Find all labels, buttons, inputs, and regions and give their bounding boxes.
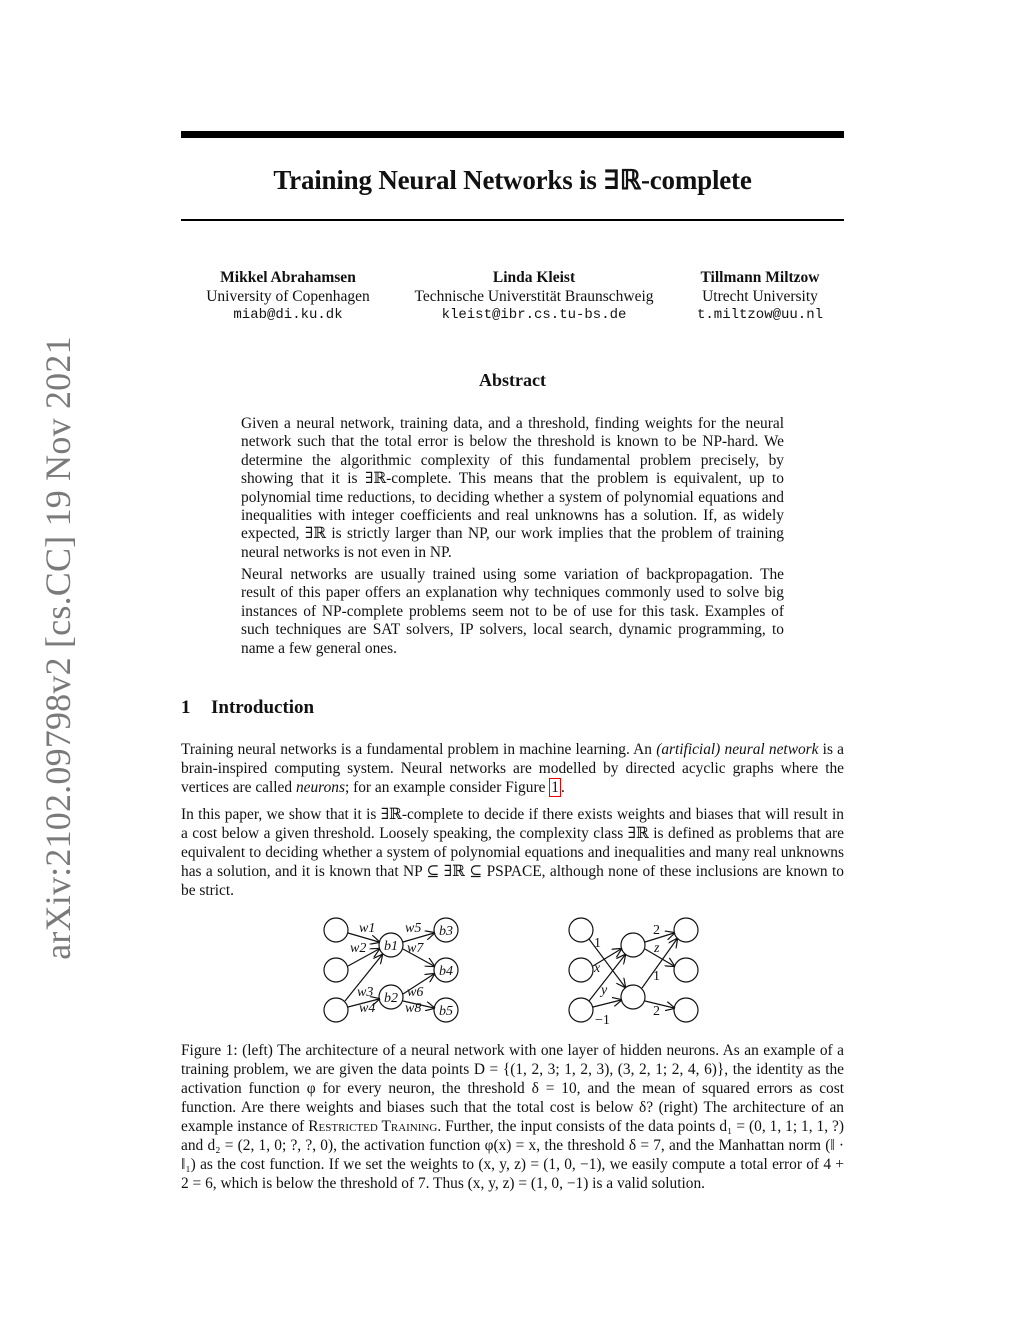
author-email[interactable]: miab@di.ku.dk xyxy=(233,307,343,323)
author-block xyxy=(686,268,834,325)
author-affiliation: University of Copenhagen xyxy=(206,288,370,305)
weight-label: w4 xyxy=(359,1001,376,1016)
text-run: . xyxy=(560,779,565,796)
weight-label: 2 xyxy=(653,1004,660,1019)
weight-label: −1 xyxy=(595,1013,610,1028)
input-neuron xyxy=(569,998,593,1022)
title-bottom-rule xyxy=(181,219,844,221)
emphasis: neurons xyxy=(295,779,345,796)
author-block xyxy=(196,268,380,325)
author-email[interactable]: t.miltzow@uu.nl xyxy=(696,307,824,323)
weight-label: w3 xyxy=(357,985,374,1000)
output-neuron xyxy=(674,918,698,942)
emphasis: (artificial) neural network xyxy=(656,741,819,758)
text-run: Training neural networks is a fundamental problem in machine learning. An xyxy=(181,741,657,758)
input-neuron xyxy=(569,958,593,982)
author-affiliation: Utrecht University xyxy=(702,288,818,305)
arxiv-side-label: arXiv:2102.09798v2 [cs.CC] 19 Nov 2021 xyxy=(38,336,78,960)
text-run: is a brain-inspired computing system. Neural networks are modelled by directed acyclic graphs where the vertices are called xyxy=(181,741,844,796)
weight-label: w7 xyxy=(407,941,424,956)
bias-label: b1 xyxy=(384,939,398,954)
figure-caption xyxy=(181,1041,844,1193)
text-run: . Further, the input consists of the data points d₁ = (0, 1, 1; 1, 1, ?) and d₂ = (2, 1, 0; ?, ?, 0), the activation function φ(x) = x, the threshold δ = 7, and the Manhattan norm (‖ · ‖₁) as the cost function. If we set the weights to (x, y, z) = (1, 0, −1), we easily compute a total error of 4 + 2 = 6, which is below the threshold of 7. Thus (x, y, z) = (1, 0, −1) is a valid solution. xyxy=(181,1118,845,1192)
abstract-paragraph: Given a neural network, training data, and a threshold, finding weights for the neural network such that the total error is below the threshold is known to be NP-hard. We determine the algorithmic complexity of this fundamental problem precisely, by showing that it is ∃ℝ-complete. This means that the problem is equivalent, up to polynomial time reductions, to deciding whether a system of polynomial equations and inequalities with integer coefficients and real unknowns has a solution. If, as widely expected, ∃ℝ is strictly larger than NP, our work implies that the problem of training neural networks is not even in NP. xyxy=(241,415,784,561)
intro-paragraph: In this paper, we show that it is ∃ℝ-complete to decide if there exists weights and biases that will result in a cost below a given threshold. Loosely speaking, the complexity class ∃ℝ is defined as problems that are equivalent to deciding whether a system of polynomial equations and inequalities and many real unknowns has a solution, and it is known that NP ⊆ ∃ℝ ⊆ PSPACE, although none of these inclusions are known to be strict. xyxy=(181,806,844,899)
input-neuron xyxy=(324,918,348,942)
figure-reference-link[interactable]: 1 xyxy=(551,779,559,796)
input-neuron xyxy=(569,918,593,942)
section-number: 1 xyxy=(181,697,191,718)
intro-paragraph xyxy=(181,740,844,797)
input-neuron xyxy=(324,998,348,1022)
weight-label: w6 xyxy=(407,985,424,1000)
weight-label: w5 xyxy=(405,921,422,936)
output-neuron xyxy=(674,958,698,982)
abstract-heading: Abstract xyxy=(479,370,546,390)
bias-label: b5 xyxy=(439,1004,453,1019)
hidden-neuron xyxy=(621,933,645,957)
bias-label: b4 xyxy=(439,964,453,979)
section-heading xyxy=(181,697,314,719)
weight-label: y xyxy=(601,983,608,998)
hidden-neuron xyxy=(621,985,645,1009)
text-run: Figure 1: (left) The architecture of a neural network with one layer of hidden neurons. As an example of a training problem, we are given the data points D = {(1, 2, 3; 1, 2, 3), (3, 2, 1; 2, 4, 6)}, the identity as the activation function φ for every neuron, the threshold δ = 10, and the mean of squared errors as cost function. Are there weights and biases such that the total cost is below δ? (right) The architecture of an example instance of xyxy=(181,1042,844,1135)
weight-label: w1 xyxy=(359,921,376,936)
text-run: ; for an example consider Figure xyxy=(344,779,550,796)
output-neuron xyxy=(674,998,698,1022)
input-neuron xyxy=(324,958,348,982)
figure-1 xyxy=(181,905,844,1035)
paper-title: Training Neural Networks is ∃ℝ-complete xyxy=(273,165,752,195)
weight-label: 2 xyxy=(653,923,660,938)
author-email[interactable]: kleist@ibr.cs.tu-bs.de xyxy=(441,307,627,323)
weight-label: 1 xyxy=(653,969,660,984)
weight-label: w8 xyxy=(405,1001,422,1016)
author-name: Tillmann Miltzow xyxy=(700,269,820,286)
weight-label: w2 xyxy=(350,941,367,956)
author-block xyxy=(400,268,668,325)
abstract-paragraph: Neural networks are usually trained using some variation of backpropagation. The result of this paper offers an explanation why techniques commonly used to solve big instances of NP-complete problems seem not to be of use for this task. Examples of such techniques are SAT solvers, IP solvers, local search, dynamic programming, to name a few general ones. xyxy=(241,566,784,657)
author-affiliation: Technische Universtität Braunschweig xyxy=(414,288,654,305)
author-name: Linda Kleist xyxy=(492,269,576,286)
bias-label: b3 xyxy=(439,924,453,939)
weight-label: 1 xyxy=(594,936,601,951)
weight-label: z xyxy=(654,941,660,956)
author-name: Mikkel Abrahamsen xyxy=(220,269,356,286)
bias-label: b2 xyxy=(384,991,398,1006)
section-title: Introduction xyxy=(211,697,315,718)
small-caps-term: Restricted Training xyxy=(308,1118,438,1135)
weight-label: x xyxy=(594,961,601,976)
title-top-rule xyxy=(181,131,844,138)
